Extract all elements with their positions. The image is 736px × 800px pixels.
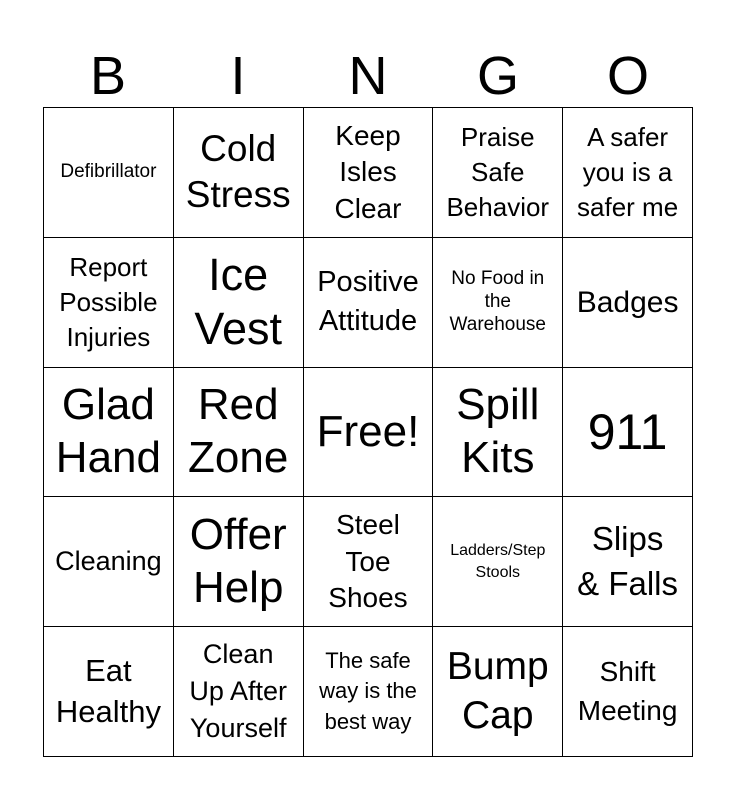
bingo-cell[interactable]	[174, 238, 304, 368]
cell-text: Red Zone	[188, 380, 289, 482]
cell-text: Defibrillator	[60, 161, 157, 182]
bingo-cell[interactable]	[304, 627, 434, 757]
bingo-cell[interactable]	[563, 238, 693, 368]
bingo-cell[interactable]	[44, 368, 174, 498]
cell-text: Ladders/Step Stools	[450, 542, 546, 581]
cell-text: Positive Attitude	[317, 266, 419, 338]
cell-text: No Food in the Warehouse	[449, 268, 547, 335]
bingo-cell[interactable]	[304, 108, 434, 238]
cell-text: A safer you is a safer me	[577, 121, 679, 222]
bingo-cell[interactable]	[563, 108, 693, 238]
bingo-header	[43, 44, 693, 108]
cell-text: Badges	[576, 285, 679, 319]
cell-text: Keep Isles Clear	[334, 119, 402, 224]
bingo-cell[interactable]	[44, 627, 174, 757]
header-letter-g: G	[476, 46, 519, 106]
bingo-cell[interactable]	[44, 497, 174, 627]
header-letter-i: I	[230, 46, 246, 106]
bingo-cell[interactable]	[44, 238, 174, 368]
cell-text: Bump Cap	[446, 644, 549, 737]
bingo-cell[interactable]	[433, 368, 563, 498]
cell-text: Clean Up After Yourself	[189, 638, 287, 744]
bingo-cell[interactable]	[563, 627, 693, 757]
bingo-cell[interactable]	[433, 497, 563, 627]
cell-text: Shift Meeting	[577, 655, 678, 726]
bingo-cell[interactable]	[174, 497, 304, 627]
bingo-cell[interactable]	[44, 108, 174, 238]
cell-text: Steel Toe Shoes	[328, 509, 408, 613]
header-letter-b: B	[89, 46, 127, 106]
bingo-cell[interactable]	[304, 368, 434, 498]
bingo-cell[interactable]	[174, 368, 304, 498]
cell-text: Eat Healthy	[55, 653, 161, 729]
cell-text: Slips & Falls	[577, 520, 679, 602]
cell-text: Report Possible Injuries	[59, 251, 158, 352]
header-letter-o: O	[606, 46, 649, 106]
cell-text: The safe way is the best way	[319, 648, 417, 734]
bingo-cell[interactable]	[174, 108, 304, 238]
bingo-cell[interactable]	[563, 497, 693, 627]
cell-text: Free!	[316, 406, 420, 456]
cell-text: Glad Hand	[55, 380, 161, 482]
bingo-cell[interactable]	[304, 238, 434, 368]
cell-text: 911	[587, 403, 668, 460]
bingo-cell[interactable]	[433, 627, 563, 757]
bingo-cell[interactable]	[174, 627, 304, 757]
bingo-board	[43, 107, 693, 757]
cell-text: Spill Kits	[456, 380, 540, 482]
cell-text: Ice Vest	[194, 249, 282, 355]
bingo-cell[interactable]	[304, 497, 434, 627]
cell-text: Praise Safe Behavior	[446, 121, 550, 222]
bingo-cell[interactable]	[563, 368, 693, 498]
cell-text: Cleaning	[55, 546, 162, 577]
cell-text: Offer Help	[189, 509, 287, 612]
bingo-cell[interactable]	[433, 238, 563, 368]
cell-text: Cold Stress	[185, 128, 291, 216]
bingo-cell[interactable]	[433, 108, 563, 238]
header-letter-n: N	[348, 46, 388, 106]
